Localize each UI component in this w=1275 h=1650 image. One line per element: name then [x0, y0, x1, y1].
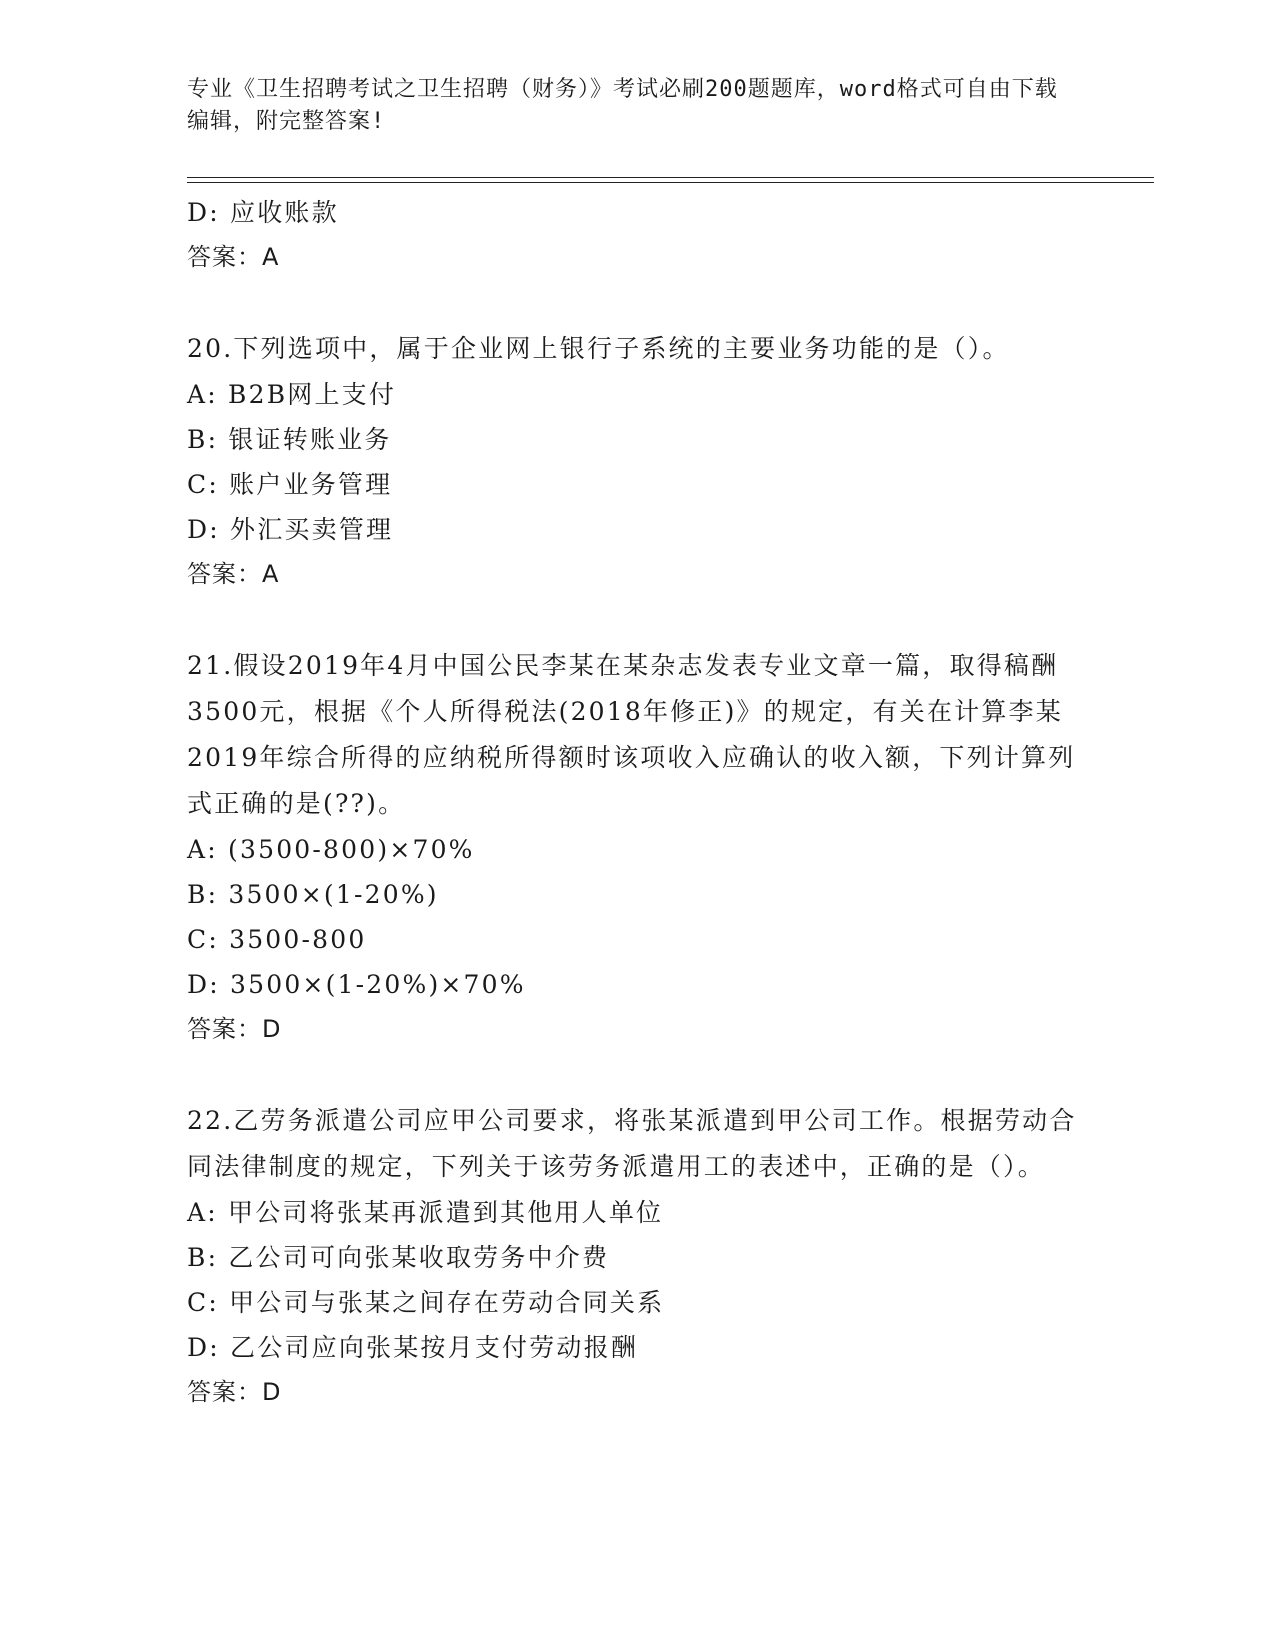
- document-body: [187, 190, 1087, 1415]
- previous-question-tail: [187, 190, 1087, 280]
- option-b: B: 乙公司可向张某收取劳务中介费: [187, 1243, 610, 1272]
- option-c: C: 账户业务管理: [187, 470, 393, 499]
- question-22: [187, 1098, 1087, 1415]
- option-c: C: 甲公司与张某之间存在劳动合同关系: [187, 1288, 665, 1317]
- option-d: D: 乙公司应向张某按月支付劳动报酬: [187, 1333, 639, 1362]
- option-a: A: B2B网上支付: [187, 380, 397, 409]
- option-b: B: 3500×(1-20%): [187, 880, 439, 909]
- option-a: A: 甲公司将张某再派遣到其他用人单位: [187, 1198, 664, 1227]
- header-divider-top: [187, 177, 1154, 178]
- question-20: [187, 326, 1087, 597]
- header-divider-bottom: [187, 182, 1154, 183]
- option-d: D: 外汇买卖管理: [187, 515, 394, 544]
- document-header: 专业《卫生招聘考试之卫生招聘（财务）》考试必刷200题题库，word格式可自由下载编辑，附完整答案!: [187, 77, 1058, 134]
- option-c: C: 3500-800: [187, 925, 367, 954]
- option-d: D: 应收账款: [187, 198, 339, 227]
- question-text: 21.假设2019年4月中国公民李某在某杂志发表专业文章一篇，取得稿酬3500元，根据《个人所得税法(2018年修正)》的规定，有关在计算李某2019年综合所得的应纳税所得额时该项收入应确认的收入额，下列计算列式正确的是(??)。: [187, 651, 1076, 818]
- answer-label: 答案：A: [187, 560, 280, 588]
- answer-label: 答案：D: [187, 1378, 282, 1406]
- answer-label: 答案：D: [187, 1015, 282, 1043]
- answer-label: 答案：A: [187, 243, 280, 271]
- question-text: 20.下列选项中，属于企业网上银行子系统的主要业务功能的是（）。: [187, 334, 1010, 363]
- option-b: B: 银证转账业务: [187, 425, 392, 454]
- option-a: A: (3500-800)×70%: [187, 835, 475, 864]
- question-21: [187, 643, 1087, 1052]
- question-text: 22.乙劳务派遣公司应甲公司要求，将张某派遣到甲公司工作。根据劳动合同法律制度的规定，下列关于该劳务派遣用工的表述中，正确的是（）。: [187, 1106, 1077, 1181]
- option-d: D: 3500×(1-20%)×70%: [187, 970, 526, 999]
